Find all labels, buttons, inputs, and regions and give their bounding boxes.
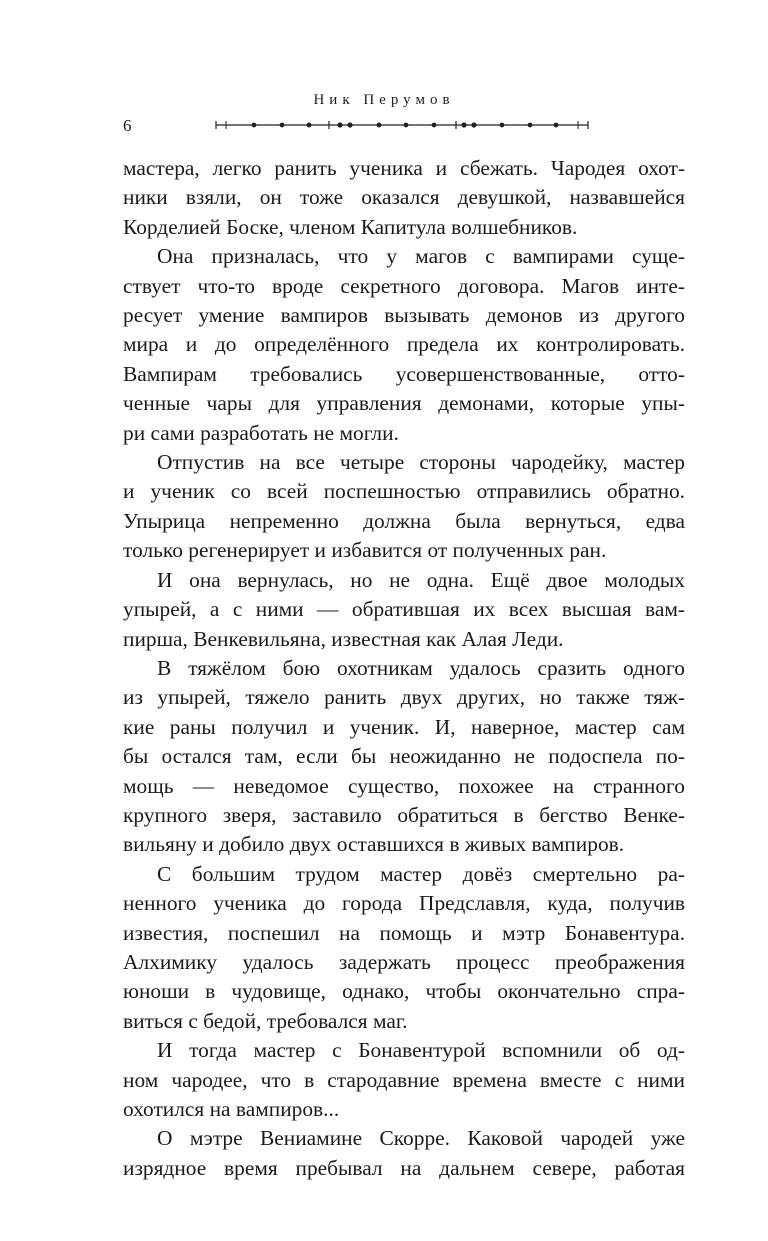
text-line: бы остался там, если бы неожиданно не подоспела по- <box>123 744 685 769</box>
text-line: ники взяли, он тоже оказался девушкой, назвавшейся <box>123 185 685 210</box>
text-line: В тяжёлом бою охотникам удалось сразить одного <box>157 655 685 680</box>
text-line: пирша, Венкевильяна, известная как Алая Леди. <box>123 626 564 651</box>
text-line: охотился на вампиров... <box>123 1097 340 1121</box>
text-line: мастера, легко ранить ученика и сбежать. Чародея охот- <box>123 156 685 180</box>
text-line: ченные чары для управления демонами, которые упы- <box>123 391 685 416</box>
text-line: И тогда мастер с Бонавентурой вспомнили об од- <box>157 1038 685 1063</box>
paragraph <box>123 154 685 242</box>
text-line: ри сами разработать не могли. <box>123 420 399 445</box>
text-line: и ученик со всей поспешностью отправились обратно. <box>123 479 685 504</box>
text-line: ствует что-то вроде секретного договора. Магов инте- <box>123 273 685 298</box>
text-line: Отпустив на все четыре стороны чародейку, мастер <box>157 450 685 475</box>
text-line: только регенерирует и избавится от полученных ран. <box>123 538 607 563</box>
running-head-author: Ник Перумов <box>313 92 455 108</box>
text-line: известия, поспешил на помощь и мэтр Бонавентура. <box>123 920 685 945</box>
text-line: вильяну и добило двух оставшихся в живых вампиров. <box>123 832 625 857</box>
text-line: кие раны получил и ученик. И, наверное, мастер сам <box>123 714 685 739</box>
body-text <box>123 154 685 1183</box>
paragraph <box>123 448 685 566</box>
text-line: Она призналась, что у магов с вампирами суще- <box>157 244 685 269</box>
paragraph <box>123 1036 685 1124</box>
text-line: ном чародее, что в стародавние времена вместе с ними <box>123 1067 685 1092</box>
text-line: виться с бедой, требовался маг. <box>123 1008 408 1033</box>
text-line: упырей, а с ними — обратившая их всех высшая вам- <box>123 597 685 622</box>
text-line: изрядное время пребывал на дальнем севере, работая <box>123 1155 685 1180</box>
text-line: С большим трудом мастер довёз смертельно ра- <box>157 861 685 886</box>
paragraph <box>123 654 685 860</box>
text-line: Алхимику удалось задержать процесс преображения <box>123 949 685 974</box>
text-line: крупного зверя, заставило обратиться в бегство Венке- <box>123 802 685 827</box>
text-line: мира и до определённого предела их контролировать. <box>123 332 685 357</box>
text-line: Упырица непременно должна была вернуться, едва <box>123 508 685 533</box>
paragraph <box>123 566 685 654</box>
text-line: мощь — неведомое существо, похожее на странного <box>123 773 685 798</box>
text-line: И она вернулась, но не одна. Ещё двое молодых <box>157 567 685 592</box>
text-line: О мэтре Вениамине Скорре. Каковой чародей уже <box>157 1126 685 1151</box>
paragraph <box>123 1124 685 1183</box>
text-line: из упырей, тяжело ранить двух других, но также тяж- <box>123 685 685 710</box>
paragraph <box>123 860 685 1036</box>
text-line: ненного ученика до города Предславля, куда, получив <box>123 891 685 916</box>
page-number: 6 <box>123 116 132 135</box>
paragraph <box>123 242 685 448</box>
text-line: Вампирам требовались усовершенствованные, отто- <box>123 361 685 386</box>
header-ornament-rule <box>214 118 590 132</box>
text-line: Корделией Боске, членом Капитула волшебников. <box>123 214 578 239</box>
text-line: юноши в чудовище, однако, чтобы окончательно спра- <box>123 979 685 1004</box>
text-line: ресует умение вампиров вызывать демонов из другого <box>123 303 685 328</box>
